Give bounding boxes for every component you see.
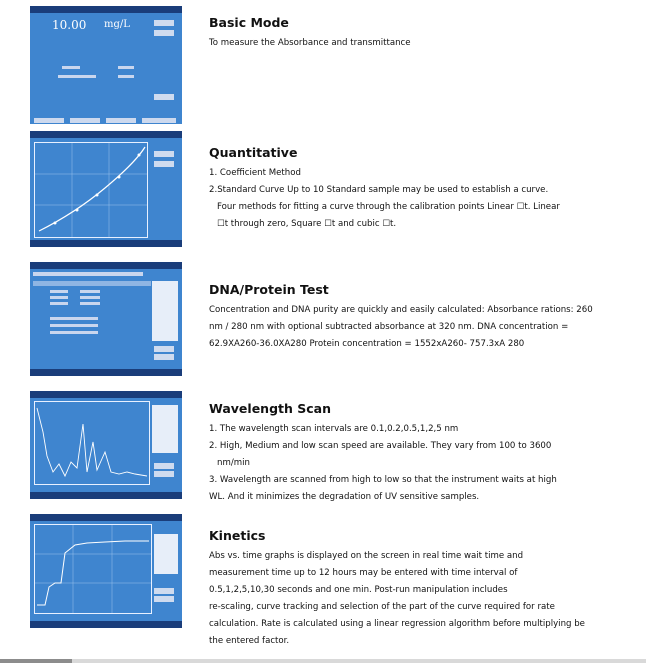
section-wavelength-scan <box>209 401 629 506</box>
text-line: 62.9XA260-36.0XA280 Protein concentration = 1552xA260- 757.3xA 280 <box>209 339 525 349</box>
basic-mode-screenshot <box>30 6 182 124</box>
text-line: calculation. Rate is calculated using a linear regression algorithm before multiplying be <box>209 619 585 629</box>
screen-reading: 10.00 <box>52 18 87 32</box>
kinetics-screenshot <box>30 514 182 628</box>
text-line: the entered factor. <box>209 636 290 646</box>
horizontal-scrollbar[interactable] <box>0 659 646 663</box>
list-item: 1. The wavelength scan intervals are 0.1,0.2,0.5,1,2,5 nm <box>209 424 459 434</box>
text-line: nm / 280 nm with optional subtracted absorbance at 320 nm. DNA concentration = <box>209 322 569 332</box>
section-title: Quantitative <box>209 145 298 160</box>
list-item: 2.Standard Curve Up to 10 Standard sample may be used to establish a curve. <box>209 185 549 195</box>
list-item: nm/min <box>217 458 250 468</box>
list-item: 2. High, Medium and low scan speed are available. They vary from 100 to 3600 <box>209 441 552 451</box>
text-line: Abs vs. time graphs is displayed on the screen in real time wait time and <box>209 551 524 561</box>
list-item: Four methods for fitting a curve through the calibration points Linear ☐t. Linear <box>217 202 560 212</box>
section-dna-protein <box>209 282 629 353</box>
screen-unit: mg/L <box>104 19 130 30</box>
section-basic-mode <box>209 15 629 52</box>
list-item: ☐t through zero, Square ☐t and cubic ☐t. <box>217 219 397 229</box>
text-line: re-scaling, curve tracking and selection of the part of the curve required for rate <box>209 602 555 612</box>
list-item: WL. And it minimizes the degradation of UV sensitive samples. <box>209 492 480 502</box>
dna-protein-screenshot <box>30 262 182 376</box>
section-quantitative <box>209 145 629 233</box>
text-line: 0.5,1,2,5,10,30 seconds and one min. Post-run manipulation includes <box>209 585 508 595</box>
section-kinetics <box>209 528 629 650</box>
section-title: DNA/Protein Test <box>209 282 329 297</box>
text-line: Concentration and DNA purity are quickly and easily calculated: Absorbance rations: 260 <box>209 305 593 315</box>
section-body: To measure the Absorbance and transmittance <box>209 38 411 48</box>
section-title: Basic Mode <box>209 15 289 30</box>
section-title: Wavelength Scan <box>209 401 331 416</box>
quantitative-screenshot <box>30 131 182 247</box>
list-item: 3. Wavelength are scanned from high to low so that the instrument waits at high <box>209 475 557 485</box>
text-line: measurement time up to 12 hours may be entered with time interval of <box>209 568 518 578</box>
wavelength-scan-screenshot <box>30 391 182 499</box>
section-title: Kinetics <box>209 528 266 543</box>
scrollbar-thumb[interactable] <box>0 659 72 663</box>
list-item: 1. Coefficient Method <box>209 168 301 178</box>
